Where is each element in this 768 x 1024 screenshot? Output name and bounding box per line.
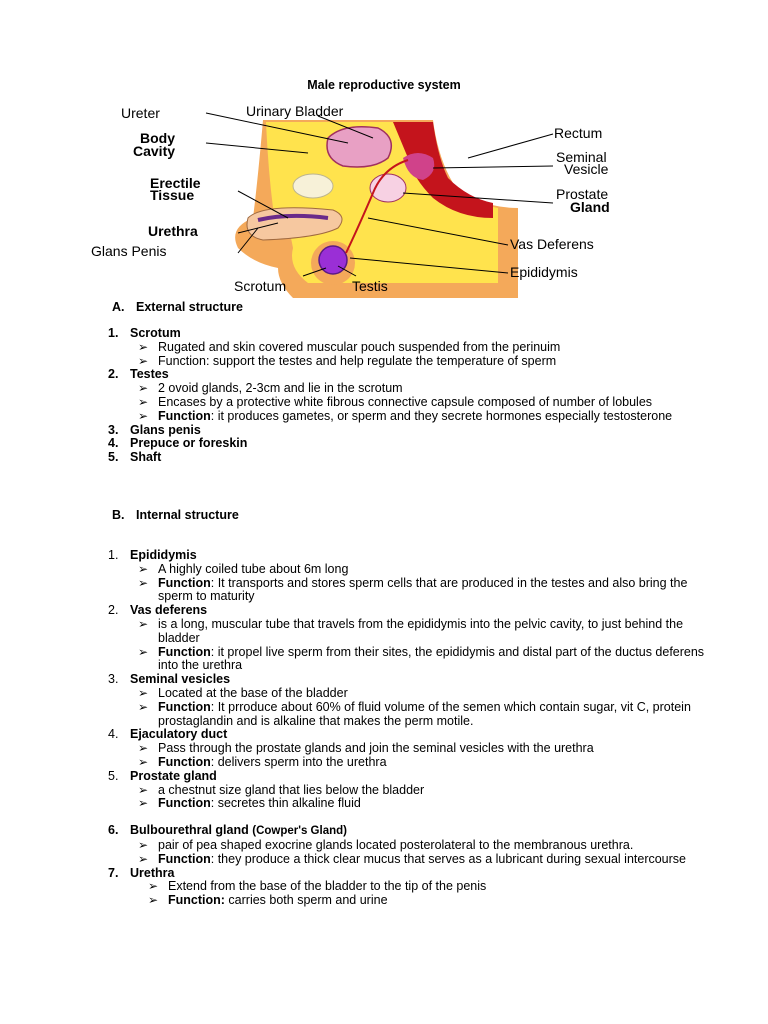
section-b-letter: B.: [112, 508, 125, 522]
label-gland: Gland: [570, 199, 610, 215]
label-urinary-bladder: Urinary Bladder: [246, 103, 344, 119]
list-item: 2. Testes: [108, 367, 169, 382]
list-item: 1. Scrotum: [108, 326, 181, 340]
label-ureter: Ureter: [121, 105, 160, 121]
label-glans-penis: Glans Penis: [91, 243, 167, 259]
label-erectile: Erectile: [150, 175, 201, 191]
label-epididymis: Epididymis: [510, 264, 578, 280]
section-b-list: [108, 549, 708, 908]
bullet-list: [108, 839, 708, 867]
label-cavity: Cavity: [133, 143, 176, 159]
bullet-item: ➢ A highly coiled tube about 6m long: [138, 563, 708, 577]
bullet-item: ➢ a chestnut size gland that lies below the bladder: [138, 784, 708, 798]
bullet-item: ➢ Function: carries both sperm and urine: [148, 894, 708, 908]
bullet-item: ➢ Function: It transports and stores sperm cells that are produced in the testes and also bring the sperm to maturity: [138, 577, 708, 605]
bullet-item: ➢ Function: it propel live sperm from their sites, the epididymis and distal part of the ductus deferens into the urethra: [138, 646, 708, 674]
bullet-item: ➢ Function: it produces gametes, or sperm and they secrete hormones especially testosterone: [138, 410, 708, 424]
list-item: 7. Urethra: [108, 865, 175, 880]
testis-shape: [319, 246, 347, 274]
bullet-list: [108, 742, 708, 770]
list-item: 3. Glans penis: [108, 422, 201, 437]
bullet-list: [108, 618, 708, 673]
bullet-item: ➢ Function: secretes thin alkaline fluid: [138, 797, 708, 811]
label-prostate: Prostate: [556, 186, 609, 202]
page-title: Male reproductive system: [307, 78, 461, 92]
bullet-item: ➢ Encases by a protective white fibrous connective capsule composed of number of lobules: [138, 396, 708, 410]
bullet-item: ➢ Function: they produce a thick clear mucus that serves as a lubricant during sexual intercourse: [138, 853, 708, 867]
list-item: 5. Prostate gland: [108, 768, 217, 783]
label-vesicle: Vesicle: [564, 161, 609, 177]
label-vas-deferens: Vas Deferens: [510, 236, 594, 252]
list-item: 2. Vas deferens: [108, 603, 208, 618]
pubic-bone-shape: [293, 174, 333, 198]
label-rectum: Rectum: [554, 125, 603, 141]
label-scrotum: Scrotum: [234, 278, 287, 294]
bullet-item: ➢ Pass through the prostate glands and join the seminal vesicles with the urethra: [138, 742, 708, 756]
bullet-list: [108, 563, 708, 604]
section-b-title: Internal structure: [136, 508, 239, 522]
bullet-item: ➢ 2 ovoid glands, 2-3cm and lie in the scrotum: [138, 382, 708, 396]
label-body: Body: [140, 130, 175, 146]
bullet-item: ➢ Extend from the base of the bladder to the tip of the penis: [148, 880, 708, 894]
label-urethra: Urethra: [148, 223, 198, 239]
list-item: 1. Epididymis: [108, 548, 197, 562]
section-b-heading: [112, 508, 239, 522]
bullet-list: [108, 687, 708, 728]
list-item: 3. Seminal vesicles: [108, 672, 231, 687]
bullet-item: ➢ is a long, muscular tube that travels from the epididymis into the pelvic cavity, to just behind the bladder: [138, 618, 708, 646]
bullet-list: [108, 382, 708, 423]
label-tissue: Tissue: [150, 187, 195, 203]
bullet-list: [108, 784, 708, 812]
bullet-item: ➢ Function: delivers sperm into the urethra: [138, 756, 708, 770]
list-item: 4. Ejaculatory duct: [108, 727, 228, 742]
bullet-item: ➢ Function: It prroduce about 60% of fluid volume of the semen which contain sugar, vit C, protein prostaglandin and is alkaline that makes the perm motile.: [138, 701, 708, 729]
list-item: 4. Prepuce or foreskin: [108, 436, 248, 451]
bullet-list: [108, 341, 708, 369]
bullet-item: ➢ Located at the base of the bladder: [138, 687, 708, 701]
list-item: 5. Shaft: [108, 450, 162, 465]
bullet-item: ➢ Rugated and skin covered muscular pouch suspended from the perinuim: [138, 341, 708, 355]
label-seminal: Seminal: [556, 149, 607, 165]
list-item: 6. Bulbourethral gland (Cowper's Gland): [108, 823, 347, 838]
section-a-letter: A.: [112, 300, 125, 314]
bullet-item: ➢ Function: support the testes and help regulate the temperature of sperm: [138, 355, 708, 369]
male-reproductive-diagram: [88, 98, 668, 298]
label-testis: Testis: [352, 278, 388, 294]
bullet-list: [108, 880, 708, 908]
section-a-title: External structure: [136, 300, 243, 314]
bullet-item: ➢ pair of pea shaped exocrine glands located posterolateral to the membranous urethra.: [138, 839, 708, 853]
section-a-list: [108, 327, 708, 465]
section-a-heading: [112, 300, 243, 314]
